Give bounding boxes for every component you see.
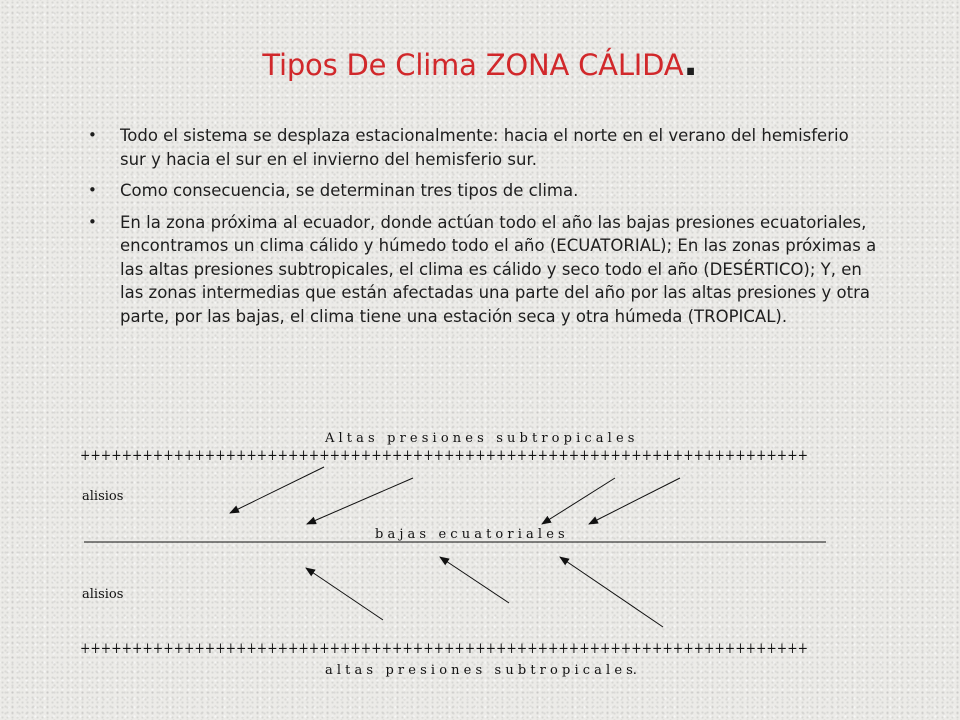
slide-title-text: Tipos De Clima ZONA CÁLIDA: [262, 48, 684, 82]
top-pressure-label: A l t a s p r e s i o n e s s u b t r o p i c a l e s: [325, 431, 635, 446]
wind-arrow: [307, 478, 413, 524]
wind-arrow: [560, 557, 663, 627]
bullet-text: Todo el sistema se desplaza estacionalmente: hacia el norte en el verano del hemisferio sur y hacia el sur en el invierno del hemisferio sur.: [120, 126, 849, 169]
wind-arrow: [306, 568, 383, 620]
trade-winds-south-label: alisios: [82, 587, 124, 602]
wind-arrow: [440, 557, 509, 603]
bullet-dot-icon: •: [88, 181, 97, 199]
bullet-dot-icon: •: [88, 212, 97, 231]
top-plus-row: ++++++++++++++++++++++++++++++++++++++++++++++++++++++++++++++++++++++: [80, 446, 808, 464]
bullet-text: En la zona próxima al ecuador, donde actúan todo el año las bajas presiones ecuatoriales, encontramos un clima cálido y húmedo todo el año (ECUATORIAL); En las zonas próximas a las altas presiones subtropicales, el clima es cálido y seco todo el año (DESÉRTICO); Y, en las zonas intermedias que están afectadas una parte del año por las altas presiones y otra parte, por las bajas, el clima tiene una estación seca y otra húmeda (TROPICAL).: [120, 212, 877, 326]
slide-title-period: .: [683, 40, 698, 84]
trade-winds-north-label: alisios: [82, 489, 124, 504]
wind-arrow: [230, 467, 324, 513]
bullet-text: Como consecuencia, se determinan tres tipos de clima.: [120, 181, 579, 200]
wind-arrow: [589, 478, 680, 524]
bottom-pressure-label: a l t a s p r e s i o n e s s u b t r o p i c a l e s.: [325, 663, 637, 678]
bullet-dot-icon: •: [88, 126, 97, 144]
equatorial-low-label: b a j a s e c u a t o r i a l e s: [375, 527, 565, 542]
wind-arrow: [542, 478, 615, 524]
bottom-plus-row: ++++++++++++++++++++++++++++++++++++++++++++++++++++++++++++++++++++++: [80, 639, 808, 657]
